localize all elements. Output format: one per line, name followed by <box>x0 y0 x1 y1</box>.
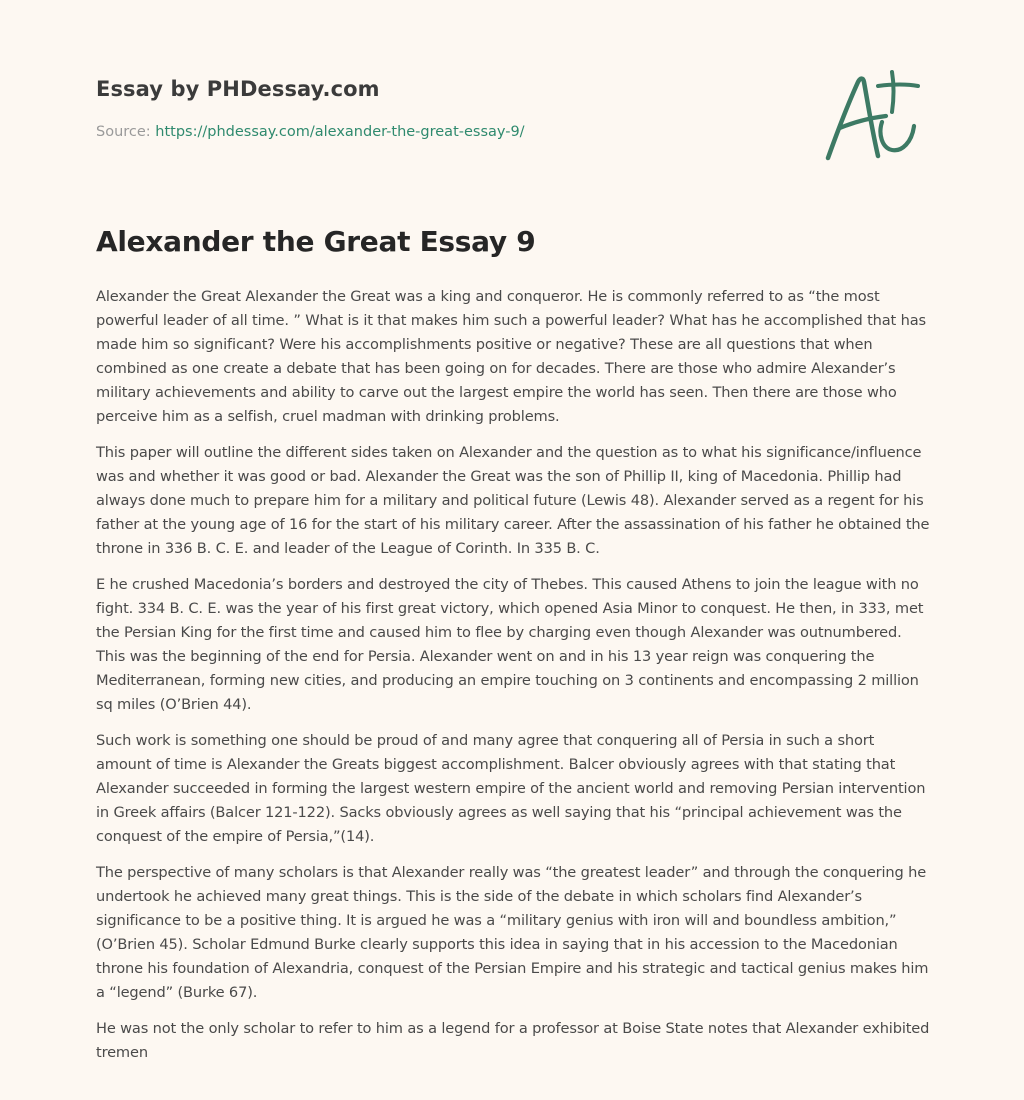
source-line <box>96 124 525 140</box>
essay-paragraph: E he crushed Macedonia’s borders and destroyed the city of Thebes. This caused Athens to join the league with no fight. 334 B. C. E. was the year of his first great victory, which opened Asia Minor to conquest. He then, in 333, met the Persian King for the first time and caused him to flee by charging even though Alexander was outnumbered. This was the beginning of the end for Persia. Alexander went on and in his 13 year reign was conquering the Mediterranean, forming new cities, and producing an empire touching on 3 continents and encompassing 2 million sq miles (O’Brien 44). <box>96 576 924 713</box>
essay-paragraph: He was not the only scholar to refer to him as a legend for a professor at Boise State notes that Alexander exhibited tremen <box>96 1020 930 1061</box>
essay-paragraph: Alexander the Great Alexander the Great was a king and conqueror. He is commonly referred to as “the most powerful leader of all time. ” What is it that makes him such a powerful leader? What has he accomplished that has made him so significant? Were his accomplishments positive or negative? These are all questions that when combined as one create a debate that has been going on for decades. There are those who admire Alexander’s military achievements and ability to carve out the largest empire the world has seen. Then there are those who perceive him as a selfish, cruel madman with drinking problems. <box>96 288 926 425</box>
essay-paragraph: The perspective of many scholars is that Alexander really was “the greatest leader” and through the conquering he undertook he achieved many great things. This is the side of the debate in which scholars find Alexander’s significance to be a positive thing. It is argued he was a “military genius with iron will and boundless ambition,” (O’Brien 45). Scholar Edmund Burke clearly supports this idea in saying that in his accession to the Macedonian throne his foundation of Alexandria, conquest of the Persian Empire and his strategic and tactical genius makes him a “legend” (Burke 67). <box>96 864 929 1001</box>
source-link[interactable]: https://phdessay.com/alexander-the-great-essay-9/ <box>155 124 525 140</box>
essay-paragraph: Such work is something one should be proud of and many agree that conquering all of Persia in such a short amount of time is Alexander the Greats biggest accomplishment. Balcer obviously agrees with that stating that Alexander succeeded in forming the largest western empire of the ancient world and removing Persian intervention in Greek affairs (Balcer 121-122). Sacks obviously agrees as well saying that his “principal achievement was the conquest of the empire of Persia,”(14). <box>96 732 926 845</box>
source-label: Source: <box>96 124 151 140</box>
a-plus-logo-icon <box>820 68 924 164</box>
essay-title: Alexander the Great Essay 9 <box>96 225 536 258</box>
essay-paragraph: This paper will outline the different sides taken on Alexander and the question as to what his significance/influence was and whether it was good or bad. Alexander the Great was the son of Phillip II, king of Macedonia. Phillip had always done much to prepare him for a military and political future (Lewis 48). Alexander served as a regent for his father at the young age of 16 for the start of his military career. After the assassination of his father he obtained the throne in 336 B. C. E. and leader of the League of Corinth. In 335 B. C. <box>96 444 930 557</box>
essay-body <box>96 285 930 1077</box>
site-brand: Essay by PHDessay.com <box>96 77 380 101</box>
